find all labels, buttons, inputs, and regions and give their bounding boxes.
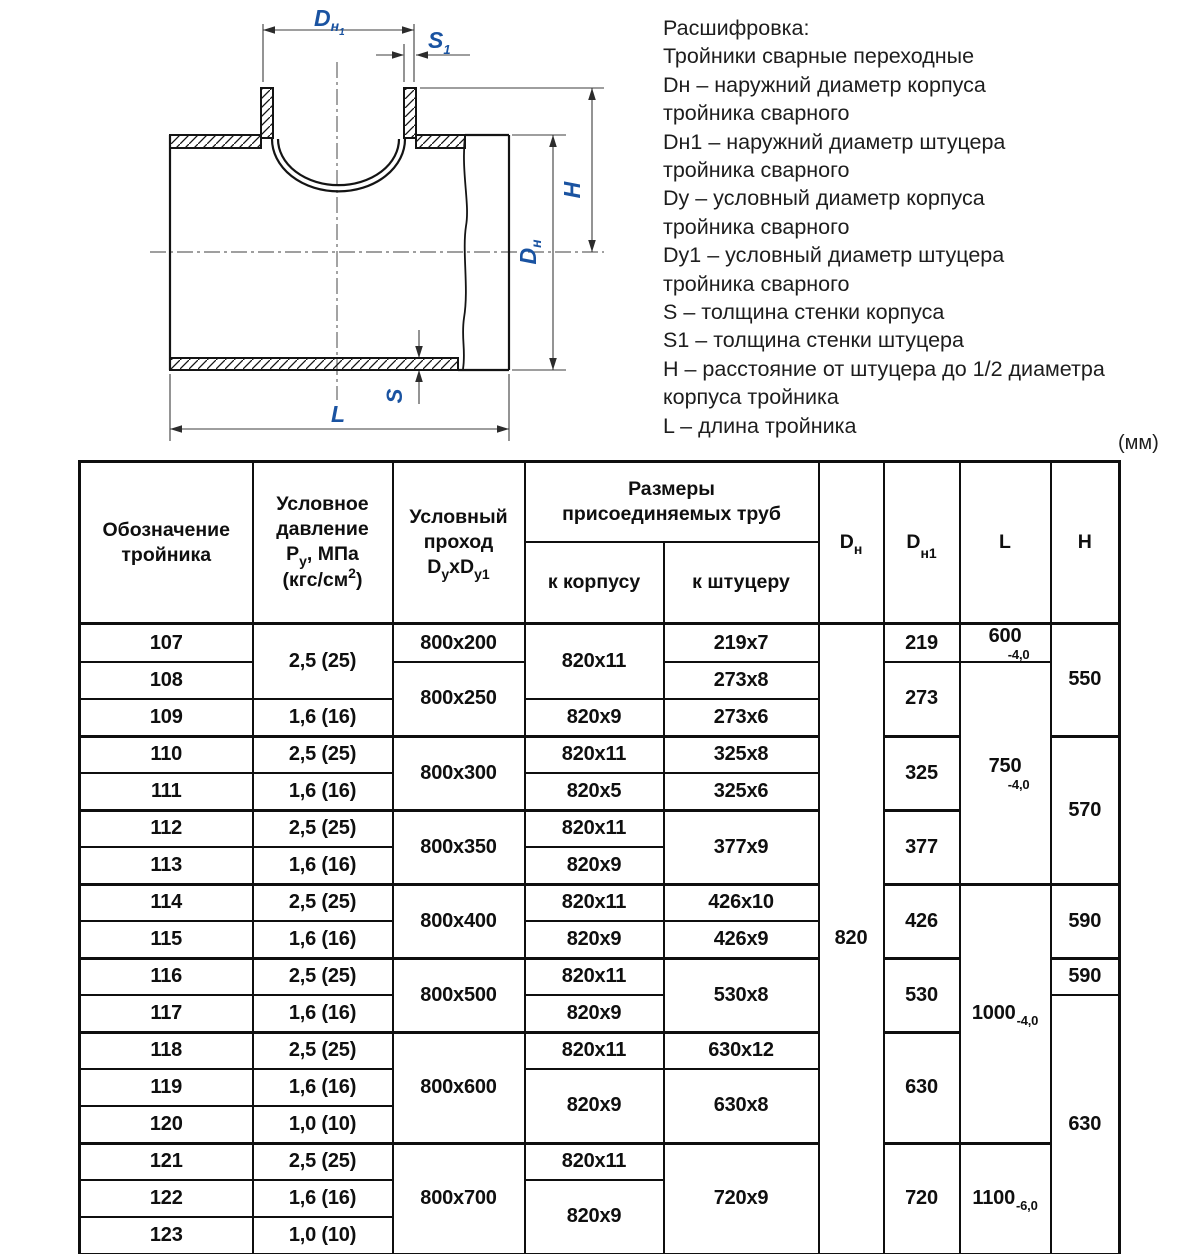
table-cell: 530x8	[664, 958, 819, 1032]
col-header-dn1: $D_{н1}$	[884, 462, 960, 624]
col-header-pipe-body: к корпусу	[525, 542, 664, 624]
legend-line: H – расстояние от штуцера до 1/2 диаметра	[663, 356, 1105, 381]
table-row	[80, 1143, 1120, 1180]
table-cell: 1,0 (10)	[253, 1217, 393, 1254]
table-cell: 820x9	[525, 1180, 664, 1254]
table-cell: 117	[80, 995, 253, 1032]
table-row	[80, 884, 1120, 921]
table-cell: 325x6	[664, 773, 819, 810]
table-cell: 800x700	[393, 1143, 525, 1254]
table-cell: 273	[884, 662, 960, 736]
table-cell: 800x250	[393, 662, 525, 736]
legend-line: Dн – наружний диаметр корпуса	[663, 72, 986, 97]
dim-label-dn1: $D_н1$	[314, 5, 345, 38]
centerlines	[150, 62, 604, 400]
table-cell: 120	[80, 1106, 253, 1143]
dimension-arrows	[170, 26, 596, 433]
table-cell: 1,6 (16)	[253, 995, 393, 1032]
table-cell: 111	[80, 773, 253, 810]
table-cell: 377x9	[664, 810, 819, 884]
dimension-lines	[170, 24, 604, 441]
units-label: (мм)	[1118, 432, 1159, 454]
table-cell: 800x300	[393, 736, 525, 810]
table-cell: 800x400	[393, 884, 525, 958]
table-cell: 2,5 (25)	[253, 1143, 393, 1180]
table-cell: 325	[884, 736, 960, 810]
table-cell: 800x500	[393, 958, 525, 1032]
table-cell: 820	[819, 624, 884, 1254]
table-cell: 2,5 (25)	[253, 810, 393, 847]
table-cell: 820x9	[525, 995, 664, 1032]
dim-label-s: S	[382, 388, 407, 404]
legend-line: тройника сварного	[663, 101, 850, 126]
col-header-pipe-branch: к штуцеру	[664, 542, 819, 624]
table-cell: 113	[80, 847, 253, 884]
col-header-dn: $D_н$	[819, 462, 884, 624]
legend-line: Тройники сварные переходные	[663, 44, 975, 69]
table-cell: 820x11	[525, 624, 664, 700]
table-cell: 219	[884, 624, 960, 663]
table-cell: 119	[80, 1069, 253, 1106]
pipe-walls	[170, 88, 465, 370]
table-cell: 426	[884, 884, 960, 958]
table-cell: 426x10	[664, 884, 819, 921]
table-cell: 820x11	[525, 1032, 664, 1069]
table-cell: 2,5 (25)	[253, 624, 393, 700]
table-cell: $1100_{-6,0}$	[960, 1143, 1051, 1254]
legend-line: тройника сварного	[663, 271, 850, 296]
table-cell: 570	[1051, 736, 1120, 884]
dim-label-h: H	[559, 181, 585, 199]
legend-line: S1 – толщина стенки штуцера	[663, 328, 964, 353]
table-cell: 110	[80, 736, 253, 773]
dim-label-dn: $D_н$	[515, 239, 544, 265]
table-cell: 118	[80, 1032, 253, 1069]
table-cell: 2,5 (25)	[253, 736, 393, 773]
table-cell: 122	[80, 1180, 253, 1217]
table-cell: 590	[1051, 958, 1120, 995]
table-cell: 630x12	[664, 1032, 819, 1069]
table-cell: 820x11	[525, 884, 664, 921]
spec-table	[78, 460, 1121, 1254]
table-cell: 820x11	[525, 1143, 664, 1180]
table-cell: 590	[1051, 884, 1120, 958]
table-cell: 820x9	[525, 921, 664, 958]
table-cell: 426x9	[664, 921, 819, 958]
table-cell: 115	[80, 921, 253, 958]
table-cell: 820x11	[525, 736, 664, 773]
table-cell: 800x600	[393, 1032, 525, 1143]
table-cell: 1,0 (10)	[253, 1106, 393, 1143]
legend-line: корпуса тройника	[663, 385, 839, 410]
table-cell: 123	[80, 1217, 253, 1254]
table-cell: 750 -4,0	[960, 662, 1051, 884]
table-cell: 820x9	[525, 847, 664, 884]
table-cell: $1000_{-4,0}$	[960, 884, 1051, 1143]
dim-label-l: L	[331, 401, 346, 427]
table-cell: 800x350	[393, 810, 525, 884]
table-cell: 2,5 (25)	[253, 884, 393, 921]
legend-line: Dу1 – условный диаметр штуцера	[663, 243, 1005, 268]
table-cell: 800x200	[393, 624, 525, 663]
table-cell: 116	[80, 958, 253, 995]
table-cell: 1,6 (16)	[253, 1180, 393, 1217]
col-header-bore: Условный проход $D_уxD_{у1}$	[393, 462, 525, 624]
tee-section-drawing	[0, 0, 660, 455]
table-cell: 121	[80, 1143, 253, 1180]
spec-table-body	[80, 624, 1120, 1254]
legend-line: Dн1 – наружний диаметр штуцера	[663, 129, 1006, 154]
table-cell: 820x11	[525, 810, 664, 847]
table-row	[80, 624, 1120, 663]
table-cell: 377	[884, 810, 960, 884]
table-cell: 1,6 (16)	[253, 921, 393, 958]
legend-line: Dу – условный диаметр корпуса	[663, 186, 985, 211]
table-cell: 109	[80, 699, 253, 736]
table-cell: 530	[884, 958, 960, 1032]
table-cell: 112	[80, 810, 253, 847]
table-cell: 630	[884, 1032, 960, 1143]
table-cell: 820x11	[525, 958, 664, 995]
table-cell: 2,5 (25)	[253, 1032, 393, 1069]
table-cell: 1,6 (16)	[253, 1069, 393, 1106]
col-header-h: H	[1051, 462, 1120, 624]
col-header-pipes: Размеры присоединяемых труб	[525, 462, 819, 542]
table-cell: 720x9	[664, 1143, 819, 1254]
col-header-l: L	[960, 462, 1051, 624]
table-cell: 2,5 (25)	[253, 958, 393, 995]
table-cell: 114	[80, 884, 253, 921]
col-header-designation: Обозначение тройника	[80, 462, 253, 624]
table-cell: 820x5	[525, 773, 664, 810]
legend-line: L – длина тройника	[663, 413, 857, 438]
table-cell: 550	[1051, 624, 1120, 737]
col-header-pressure: Условное давление $P_у$, МПа $(кгс/см^2)$	[253, 462, 393, 624]
table-cell: 273x6	[664, 699, 819, 736]
legend-line: Расшифровка:	[663, 16, 810, 40]
table-cell: 820x9	[525, 1069, 664, 1143]
table-cell: 325x8	[664, 736, 819, 773]
table-cell: 820x9	[525, 699, 664, 736]
table-cell: 219x7	[664, 624, 819, 663]
dim-label-s1: $S_1$	[428, 27, 451, 57]
legend	[663, 14, 1200, 440]
table-cell: 273x8	[664, 662, 819, 699]
table-cell: 600 -4,0	[960, 624, 1051, 663]
table-cell: 720	[884, 1143, 960, 1254]
table-cell: 1,6 (16)	[253, 847, 393, 884]
table-cell: 107	[80, 624, 253, 663]
table-cell: 108	[80, 662, 253, 699]
legend-line: тройника сварного	[663, 158, 850, 183]
table-cell: 1,6 (16)	[253, 773, 393, 810]
table-cell: 630x8	[664, 1069, 819, 1143]
legend-line: тройника сварного	[663, 214, 850, 239]
table-cell: 1,6 (16)	[253, 699, 393, 736]
table-cell: 630	[1051, 995, 1120, 1254]
legend-line: S – толщина стенки корпуса	[663, 300, 945, 325]
